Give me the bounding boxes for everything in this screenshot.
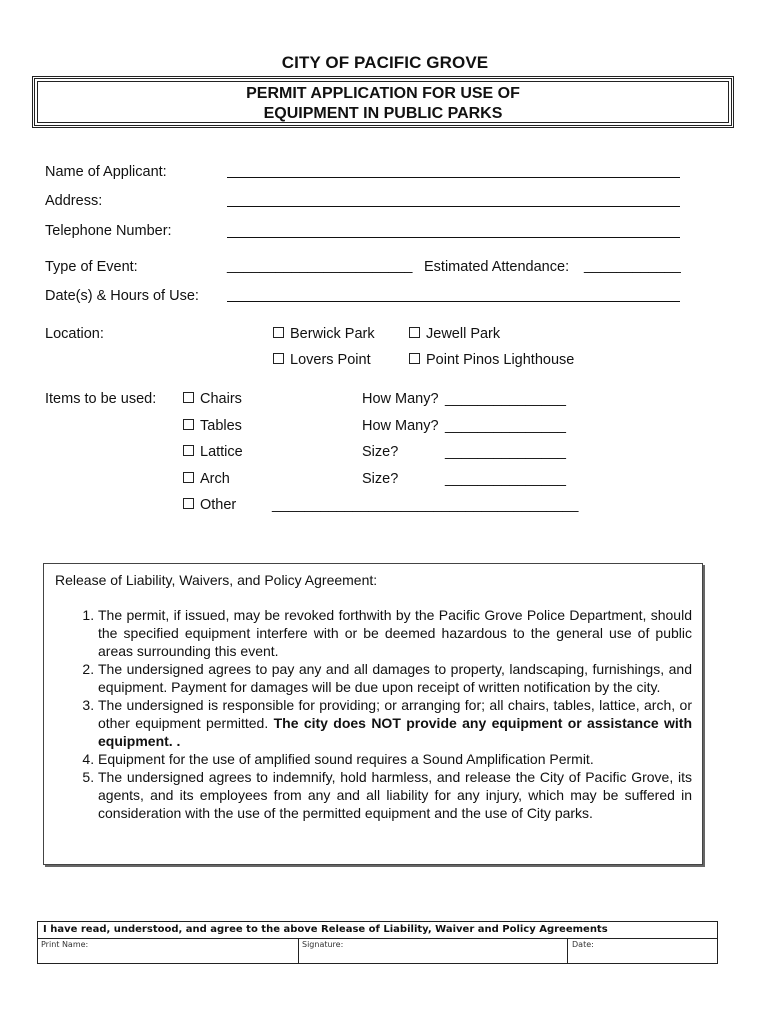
form-title-line2: EQUIPMENT IN PUBLIC PARKS [263,105,503,122]
checkbox-icon [183,392,194,403]
city-title: CITY OF PACIFIC GROVE [281,53,489,72]
location-point-pinos[interactable]: Point Pinos Lighthouse [409,352,574,368]
release-term-3-bold: The city does NOT provide any equipment or assistance with equipment. . [98,715,692,749]
checkbox-icon [273,327,284,338]
checkbox-icon [273,353,284,364]
agreement-statement: I have read, understood, and agree to the above Release of Liability, Waiver and Policy Agreements [38,922,717,939]
location-label: Location: [45,326,104,342]
dates-label: Date(s) & Hours of Use: [45,288,199,304]
checkbox-icon [183,472,194,483]
item-lattice[interactable]: Lattice [183,444,243,460]
signature-block [37,921,718,964]
lattice-size-field[interactable]: _______________ [445,444,566,460]
checkbox-icon [183,419,194,430]
attendance-field[interactable]: ____________ [584,258,681,274]
attendance-label: Estimated Attendance: [424,259,570,275]
release-terms-list [56,606,692,822]
checkbox-icon [183,445,194,456]
item-chairs[interactable]: Chairs [183,391,242,407]
dates-field[interactable] [227,301,680,302]
tables-how-many-label: How Many? [362,418,439,434]
item-other[interactable]: Other [183,497,236,513]
form-title-box [32,76,734,128]
signature-field[interactable]: Signature: [299,939,568,963]
release-term-3: 3. The undersigned is responsible for providing; or arranging for; all chairs, tables, lattice, arch, or other equipment permitted. The city does NOT provide any equipment or assistance with equipment. . [98,696,692,750]
address-field[interactable] [227,206,680,207]
release-term-4: 4. Equipment for the use of amplified sound requires a Sound Amplification Permit. [98,750,692,768]
arch-size-label: Size? [362,471,399,487]
release-heading: Release of Liability, Waivers, and Policy Agreement: [55,572,378,588]
phone-field[interactable] [227,237,680,238]
release-term-2: 2. The undersigned agrees to pay any and all damages to property, landscaping, furnishings, and equipment. Payment for damages will be due upon receipt of written notification by the city. [98,660,692,696]
chairs-how-many-label: How Many? [362,391,439,407]
item-tables[interactable]: Tables [183,418,242,434]
items-label: Items to be used: [45,391,157,407]
event-type-field[interactable]: _______________________ [227,258,413,274]
location-jewell-park[interactable]: Jewell Park [409,326,500,342]
form-title-line1: PERMIT APPLICATION FOR USE OF [246,85,520,102]
print-name-field[interactable]: Print Name: [38,939,299,963]
other-field[interactable]: ______________________________________ [272,497,579,513]
checkbox-icon [409,353,420,364]
release-term-5: 5. The undersigned agrees to indemnify, hold harmless, and release the City of Pacific Grove, its agents, and its employees from any and all liability for any injury, which may be suffered in consideration with the use of the permitted equipment and the use of City parks. [98,768,692,822]
item-arch[interactable]: Arch [183,471,230,487]
location-berwick-park[interactable]: Berwick Park [273,326,375,342]
location-lovers-point[interactable]: Lovers Point [273,352,371,368]
checkbox-icon [409,327,420,338]
name-field[interactable] [227,177,680,178]
event-type-label: Type of Event: [45,259,138,275]
name-label: Name of Applicant: [45,164,167,180]
address-label: Address: [45,193,103,209]
date-field[interactable]: Date: [572,940,594,949]
chairs-qty-field[interactable]: _______________ [445,391,566,407]
arch-size-field[interactable]: _______________ [445,471,566,487]
checkbox-icon [183,498,194,509]
release-term-1: 1. The permit, if issued, may be revoked forthwith by the Pacific Grove Police Department, should the specified equipment interfere with or be deemed hazardous to the general use of public areas surrounding this event. [98,606,692,660]
phone-label: Telephone Number: [45,223,172,239]
release-of-liability-box [43,563,703,865]
tables-qty-field[interactable]: _______________ [445,418,566,434]
lattice-size-label: Size? [362,444,399,460]
